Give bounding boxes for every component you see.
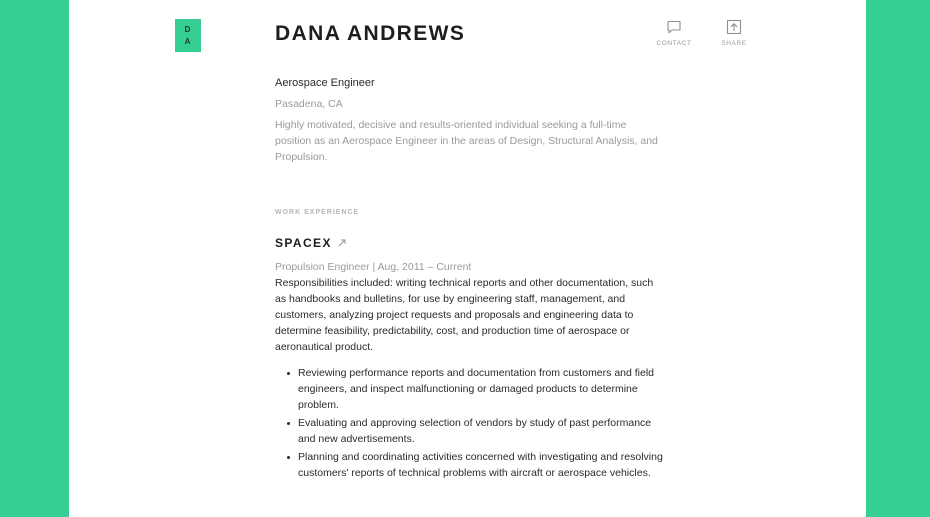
- share-label: SHARE: [721, 40, 747, 47]
- speech-bubble-icon: [666, 19, 682, 35]
- role-and-dates: Propulsion Engineer | Aug, 2011 – Current: [275, 261, 472, 273]
- monogram-letter-1: D: [184, 24, 192, 34]
- list-item: Reviewing performance reports and documentation from customers and field engineers, and inspect malfunctioning or damaged products to determine problem.: [298, 365, 665, 413]
- job-title: Aerospace Engineer: [275, 77, 375, 89]
- resume-page: [69, 0, 866, 517]
- achievement-list: [275, 365, 665, 481]
- share-icon: [726, 19, 742, 35]
- responsibilities-text: Responsibilities included: writing technical reports and other documentation, such as handbooks and bulletins, for use by engineering staff, management, and customers, analyzing project requests and proposals and engineering data to determine feasibility, predictability, cost, and production time of aerospace or aeronautical product.: [275, 277, 654, 353]
- header-actions: [655, 19, 753, 47]
- location: Pasadena, CA: [275, 98, 343, 110]
- summary: Highly motivated, decisive and results-oriented individual seeking a full-time position as an Aerospace Engineer in the areas of Design, Structural Analysis, and Propulsion.: [275, 119, 658, 163]
- person-name: DANA ANDREWS: [275, 22, 466, 45]
- share-button[interactable]: [715, 19, 753, 47]
- monogram-letter-2: A: [184, 36, 192, 46]
- work-experience-heading: WORK EXPERIENCE: [275, 209, 360, 216]
- contact-label: CONTACT: [656, 40, 692, 47]
- company-link[interactable]: [275, 236, 665, 250]
- list-item: Planning and coordinating activities concerned with investigating and resolving customers' reports of technical problems with aircraft or aerospace vehicles.: [298, 449, 665, 481]
- resume-content: [275, 75, 665, 483]
- list-item: Evaluating and approving selection of vendors by study of past performance and new advertisements.: [298, 415, 665, 447]
- company-name: SPACEX: [275, 236, 332, 250]
- contact-button[interactable]: [655, 19, 693, 47]
- external-link-arrow-icon: [338, 239, 346, 247]
- monogram-badge: [175, 19, 201, 52]
